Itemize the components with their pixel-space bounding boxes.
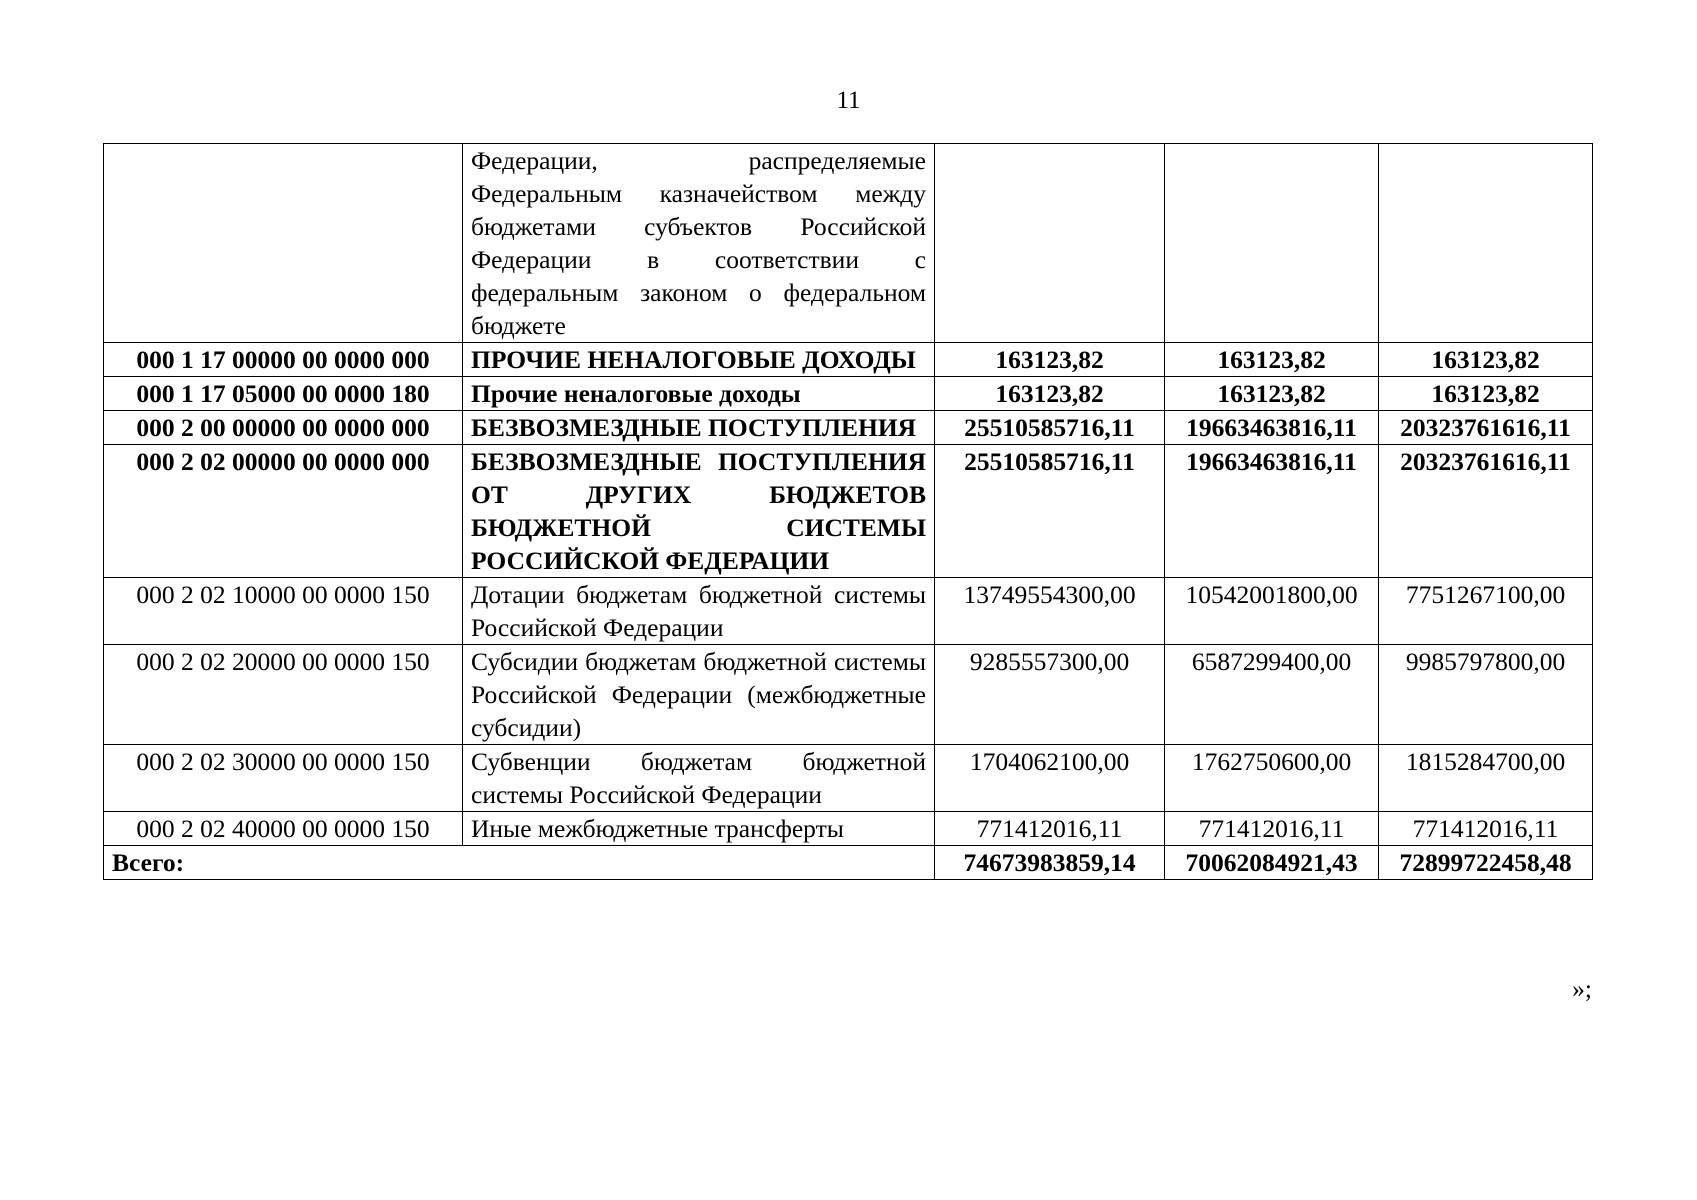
amount-year-1-cell [935, 144, 1165, 343]
amount-year-1-cell: 25510585716,11 [935, 445, 1165, 578]
budget-code-cell [104, 144, 463, 343]
amount-year-2-cell: 163123,82 [1165, 343, 1379, 377]
budget-code-cell: 000 2 00 00000 00 0000 000 [104, 411, 463, 445]
amount-year-2-cell: 19663463816,11 [1165, 411, 1379, 445]
amount-year-2-cell: 163123,82 [1165, 377, 1379, 411]
total-year-2-cell: 70062084921,43 [1165, 846, 1379, 880]
revenue-name-cell: ПРОЧИЕ НЕНАЛОГОВЫЕ ДОХОДЫ [463, 343, 935, 377]
amount-year-1-cell: 163123,82 [935, 343, 1165, 377]
revenue-name-cell: Дотации бюджетам бюджетной системы Российской Федерации [463, 578, 935, 645]
revenue-name-cell: Иные межбюджетные трансферты [463, 812, 935, 846]
amount-year-3-cell: 7751267100,00 [1379, 578, 1593, 645]
revenue-name-cell: Прочие неналоговые доходы [463, 377, 935, 411]
budget-code-cell: 000 2 02 00000 00 0000 000 [104, 445, 463, 578]
table-row [104, 445, 1593, 578]
table-row [104, 812, 1593, 846]
budget-code-cell: 000 1 17 00000 00 0000 000 [104, 343, 463, 377]
revenue-table [103, 143, 1593, 880]
amount-year-3-cell [1379, 144, 1593, 343]
table-row [104, 377, 1593, 411]
amount-year-2-cell: 6587299400,00 [1165, 645, 1379, 745]
closing-quote-mark: »; [1572, 974, 1592, 1003]
budget-code-cell: 000 2 02 20000 00 0000 150 [104, 645, 463, 745]
amount-year-3-cell: 771412016,11 [1379, 812, 1593, 846]
table-row [104, 745, 1593, 812]
amount-year-1-cell: 1704062100,00 [935, 745, 1165, 812]
amount-year-3-cell: 20323761616,11 [1379, 445, 1593, 578]
revenue-name-cell: БЕЗВОЗМЕЗДНЫЕ ПОСТУПЛЕНИЯ ОТ ДРУГИХ БЮДЖЕТОВ БЮДЖЕТНОЙ СИСТЕМЫ РОССИЙСКОЙ ФЕДЕРАЦИИ [463, 445, 935, 578]
budget-code-cell: 000 2 02 40000 00 0000 150 [104, 812, 463, 846]
amount-year-3-cell: 20323761616,11 [1379, 411, 1593, 445]
revenue-name-cell: Субвенции бюджетам бюджетной системы Российской Федерации [463, 745, 935, 812]
revenue-name-cell: БЕЗВОЗМЕЗДНЫЕ ПОСТУПЛЕНИЯ [463, 411, 935, 445]
amount-year-3-cell: 163123,82 [1379, 377, 1593, 411]
amount-year-2-cell [1165, 144, 1379, 343]
revenue-name-cell: Субсидии бюджетам бюджетной системы Российской Федерации (межбюджетные субсидии) [463, 645, 935, 745]
table-row [104, 144, 1593, 343]
table-row [104, 343, 1593, 377]
amount-year-2-cell: 10542001800,00 [1165, 578, 1379, 645]
revenue-name-cell: Федерации, распределяемые Федеральным казначейством между бюджетами субъектов Российской Федерации в соответствии с федеральным законом о федеральном бюджете [463, 144, 935, 343]
total-year-3-cell: 72899722458,48 [1379, 846, 1593, 880]
total-year-1-cell: 74673983859,14 [935, 846, 1165, 880]
total-row [104, 846, 1593, 880]
page-number: 11 [836, 87, 861, 114]
amount-year-1-cell: 13749554300,00 [935, 578, 1165, 645]
budget-code-cell: 000 2 02 10000 00 0000 150 [104, 578, 463, 645]
amount-year-3-cell: 163123,82 [1379, 343, 1593, 377]
amount-year-1-cell: 771412016,11 [935, 812, 1165, 846]
amount-year-3-cell: 9985797800,00 [1379, 645, 1593, 745]
amount-year-1-cell: 25510585716,11 [935, 411, 1165, 445]
amount-year-2-cell: 771412016,11 [1165, 812, 1379, 846]
table-row [104, 411, 1593, 445]
budget-code-cell: 000 1 17 05000 00 0000 180 [104, 377, 463, 411]
table-row [104, 578, 1593, 645]
amount-year-1-cell: 9285557300,00 [935, 645, 1165, 745]
amount-year-2-cell: 1762750600,00 [1165, 745, 1379, 812]
amount-year-1-cell: 163123,82 [935, 377, 1165, 411]
amount-year-2-cell: 19663463816,11 [1165, 445, 1379, 578]
table-row [104, 645, 1593, 745]
amount-year-3-cell: 1815284700,00 [1379, 745, 1593, 812]
total-label: Всего: [104, 846, 935, 880]
budget-code-cell: 000 2 02 30000 00 0000 150 [104, 745, 463, 812]
